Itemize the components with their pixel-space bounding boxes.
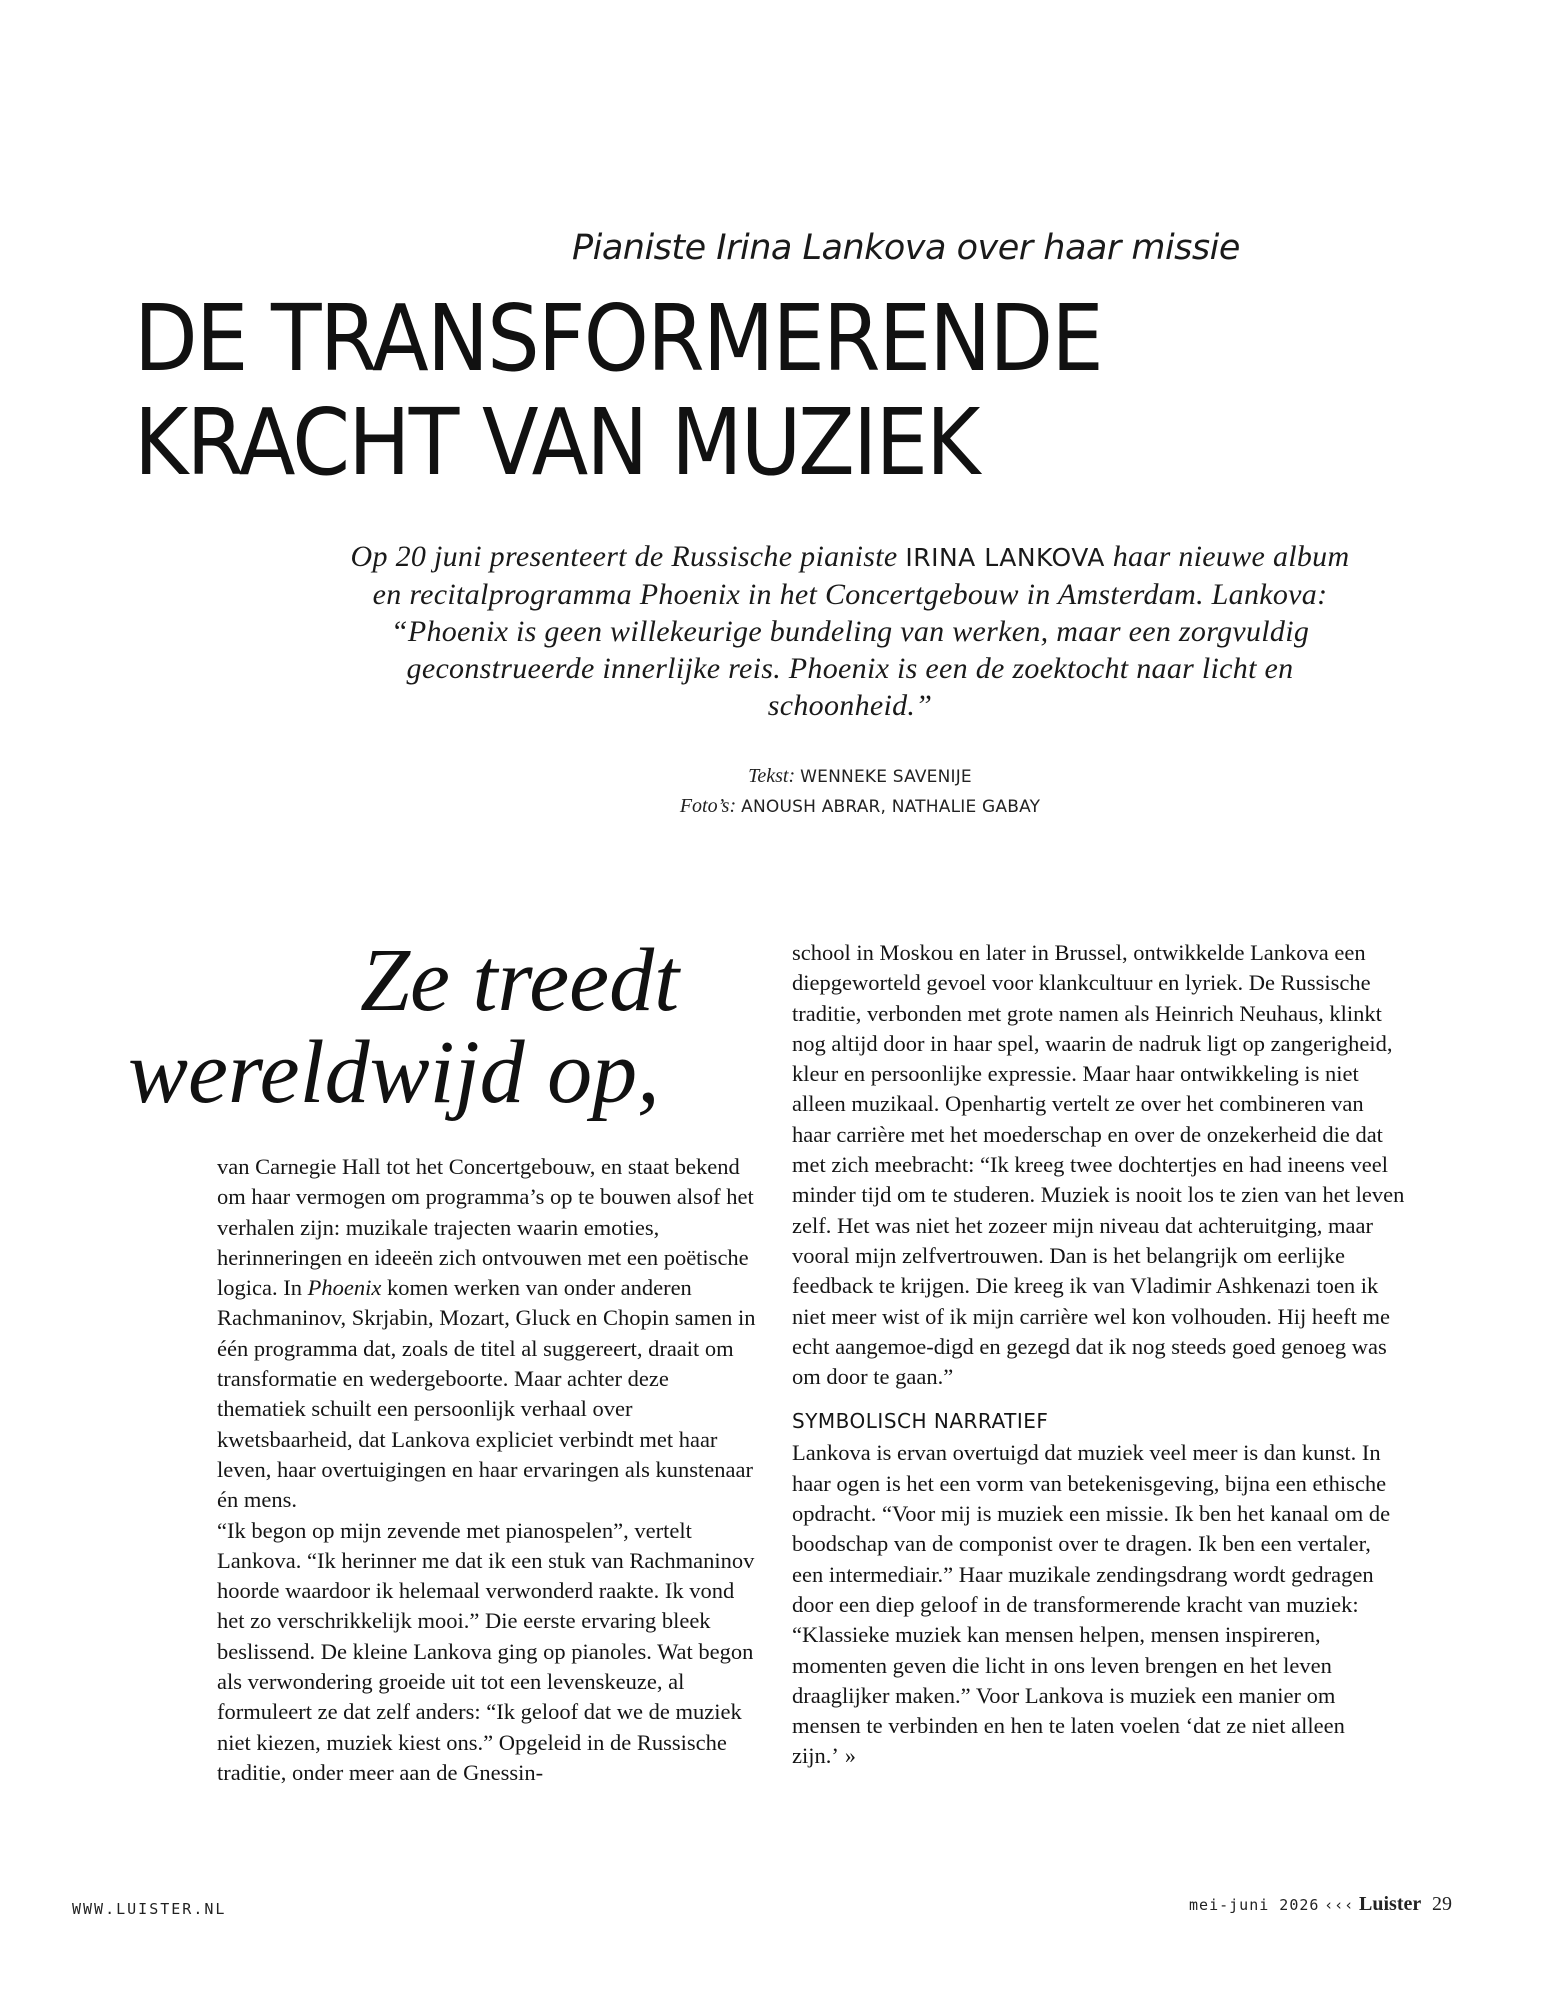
credit-photo-value: ANOUSH ABRAR, NATHALIE GABAY <box>741 797 1041 817</box>
intro-artist-name: IRINA LANKOVA <box>905 543 1105 572</box>
credit-text-value: WENNEKE SAVENIJE <box>800 767 972 787</box>
body-paragraph: school in Moskou en later in Brussel, ontwikkelde Lankova een diepgeworteld gevoel voor klankcultuur en lyriek. De Russische traditie, verbonden met grote namen als Heinrich Neuhaus, klinkt nog altijd door in haar spel, waarin de nadruk ligt op zangerigheid, kleur en persoonlijke expressie. Maar haar ontwikkeling is niet alleen muzikaal. Openhartig vertelt ze over het combineren van haar carrière met het moederschap en over de onzekerheid die dat met zich meebracht: “Ik kreeg twee dochtertjes en had ineens veel minder tijd om te studeren. Muziek is nooit los te zien van het leven zelf. Het was niet het zozeer mijn niveau dat achteruitging, maar vooral mijn zelfvertrouwen. Dan is het belangrijk om eerlijke feedback te krijgen. Die kreeg ik van Vladimir Ashkenazi toen ik niet meer wist of ik mijn carrière wel kon volhouden. Hij heeft me echt aangemoe-digd en gezegd dat ik nog steeds goed genoeg was om door te gaan.” <box>792 940 1405 1390</box>
body-paragraph <box>217 1152 757 1516</box>
headline-line-2: KRACHT VAN MUZIEK <box>134 389 979 496</box>
footer-issue: mei-juni 2026 <box>1189 1896 1320 1914</box>
album-title: Phoenix <box>307 1275 382 1301</box>
footer-folio <box>1189 1893 1452 1916</box>
section-subhead: SYMBOLISCH NARRATIEF <box>792 1409 1049 1434</box>
credit-photo <box>650 792 1070 822</box>
article-kicker: Pianiste Irina Lankova over haar missie <box>572 228 1240 268</box>
lead-phrase <box>128 931 718 1122</box>
intro-text-before: Op 20 juni presenteert de Russische pianiste <box>350 540 906 573</box>
article-intro <box>350 538 1350 724</box>
article-credits <box>650 762 1070 822</box>
body-paragraph: “Ik begon op mijn zevende met pianospelen”, vertelt Lankova. “Ik herinner me dat ik een stuk van Rachmaninov hoorde waardoor ik helemaal verwonderd raakte. Ik vond het zo verschrikkelijk mooi.” Die eerste ervaring bleek beslissend. De kleine Lankova ging op pianoles. Wat begon als verwondering groeide uit tot een levenskeuze, al formuleert ze dat zelf anders: “Ik geloof dat we de muziek niet kiezen, muziek kiest ons.” Opgeleid in de Russische traditie, onder meer aan de Gnessin- <box>217 1517 755 1785</box>
footer-magazine-name: Luister <box>1359 1893 1422 1915</box>
footer-page-number: 29 <box>1432 1893 1452 1915</box>
body-text-run: van Carnegie Hall tot het Concertgebouw, en staat bekend om haar vermogen om programma’s op te bouwen alsof het verhalen zijn: muzikale trajecten waarin emoties, herinneringen en ideeën zich ontvouwen met een poëtische logica. In <box>217 1154 754 1301</box>
credit-text-label: Tekst: <box>748 765 796 787</box>
body-column-2 <box>792 938 1407 1772</box>
footer-separator: ‹‹‹ <box>1324 1896 1355 1914</box>
headline-line-1: DE TRANSFORMERENDE <box>134 285 1102 392</box>
lead-phrase-line-1: Ze treedt <box>360 931 680 1030</box>
body-column-1 <box>217 1152 757 1788</box>
footer-website: WWW.LUISTER.NL <box>72 1900 227 1918</box>
continue-mark: » <box>844 1743 856 1769</box>
credit-text <box>650 762 1070 792</box>
body-paragraph <box>792 1438 1407 1771</box>
lead-phrase-line-2: wereldwijd op, <box>128 1023 660 1122</box>
body-text-run: Lankova is ervan overtuigd dat muziek veel meer is dan kunst. In haar ogen is het een vorm van betekenisgeving, bijna een ethische opdracht. “Voor mij is muziek een missie. Ik ben het kanaal om de boodschap van de componist over te dragen. Ik ben een vertaler, een intermediair.” Haar muzikale zendingsdrang wordt gedragen door een diep geloof in de transformerende kracht van muziek: “Klassieke muziek kan mensen helpen, mensen inspireren, momenten geven die licht in ons leven brengen en het leven draaglijker maken.” Voor Lankova is muziek een manier om mensen te verbinden en hen te laten voelen ‘dat ze niet alleen zijn.’ <box>792 1440 1391 1769</box>
body-text-run: komen werken van onder anderen Rachmaninov, Skrjabin, Mozart, Gluck en Chopin samen in één programma dat, zoals de titel al suggereert, draait om transformatie en wedergeboorte. Maar achter deze thematiek schuilt een persoonlijk verhaal over kwetsbaarheid, dat Lankova expliciet verbindt met haar leven, haar overtuigingen en haar ervaringen als kunstenaar én mens. <box>217 1275 756 1513</box>
intro-text-after: haar nieuwe album en recitalprogramma Phoenix in het Concertgebouw in Amsterdam. Lankova: “Phoenix is geen willekeurige bundeling van werken, maar een zorgvuldig geconstrueerde innerlijke reis. Phoenix is een de zoektocht naar licht en schoonheid.” <box>372 540 1350 722</box>
article-headline <box>134 287 1304 495</box>
credit-photo-label: Foto’s: <box>679 795 737 817</box>
